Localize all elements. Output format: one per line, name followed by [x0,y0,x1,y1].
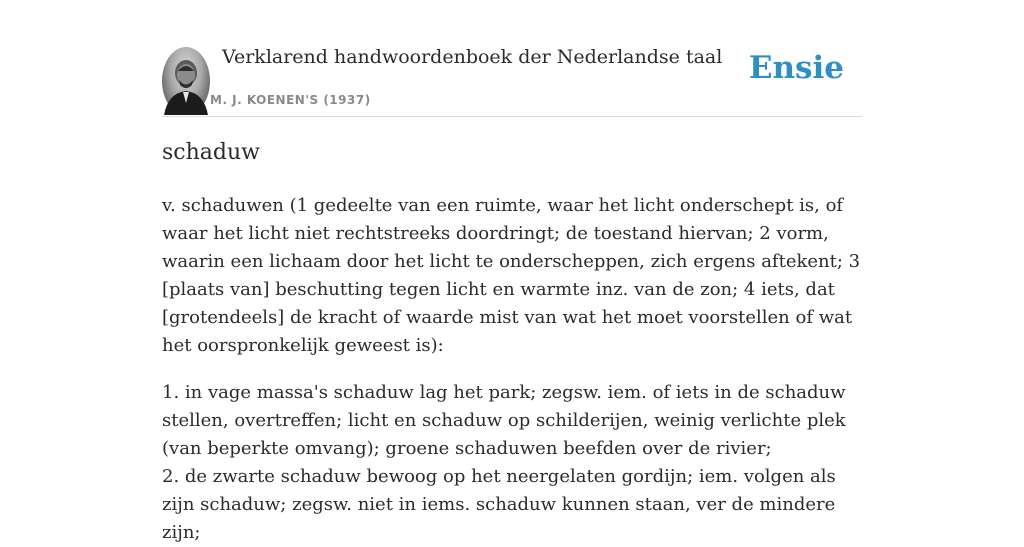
author-portrait-icon [162,47,210,115]
definition-intro: v. schaduwen (1 gedeelte van een ruimte, waar het licht onderschept is, of waar het licht niet rechtstreeks doordringt; de toestand hiervan; 2 vorm, waarin een lichaam door het licht te onderscheppen, zich ergens aftekent; 3 [plaats van] beschutting tegen licht en warmte inz. van de zon; 4 iets, dat [grotendeels] de kracht of waarde mist van wat het moet voorstellen of wat het oorspronkelijk geweest is): [162,195,861,356]
definition-sense: 1. in vage massa's schaduw lag het park; zegsw. iem. of iets in de schaduw stellen, overtreffen; licht en schaduw op schilderijen, weinig verlichte plek (van beperkte omvang); groene schaduwen beefden over de rivier; [162,382,846,459]
entry-headword: schaduw [162,140,260,165]
page-container [162,0,862,543]
dictionary-header [162,0,862,117]
dictionary-title: Verklarend handwoordenboek der Nederlandse taal [222,46,723,68]
definition-sense: 2. de zwarte schaduw bewoog op het neergelaten gordijn; iem. volgen als zijn schaduw; zegsw. niet in iems. schaduw kunnen staan, ver de mindere zijn; [162,466,836,543]
entry-definition [162,192,862,547]
dictionary-author: M. J. KOENEN'S (1937) [210,93,371,107]
ensie-logo[interactable]: Ensie [748,50,844,86]
